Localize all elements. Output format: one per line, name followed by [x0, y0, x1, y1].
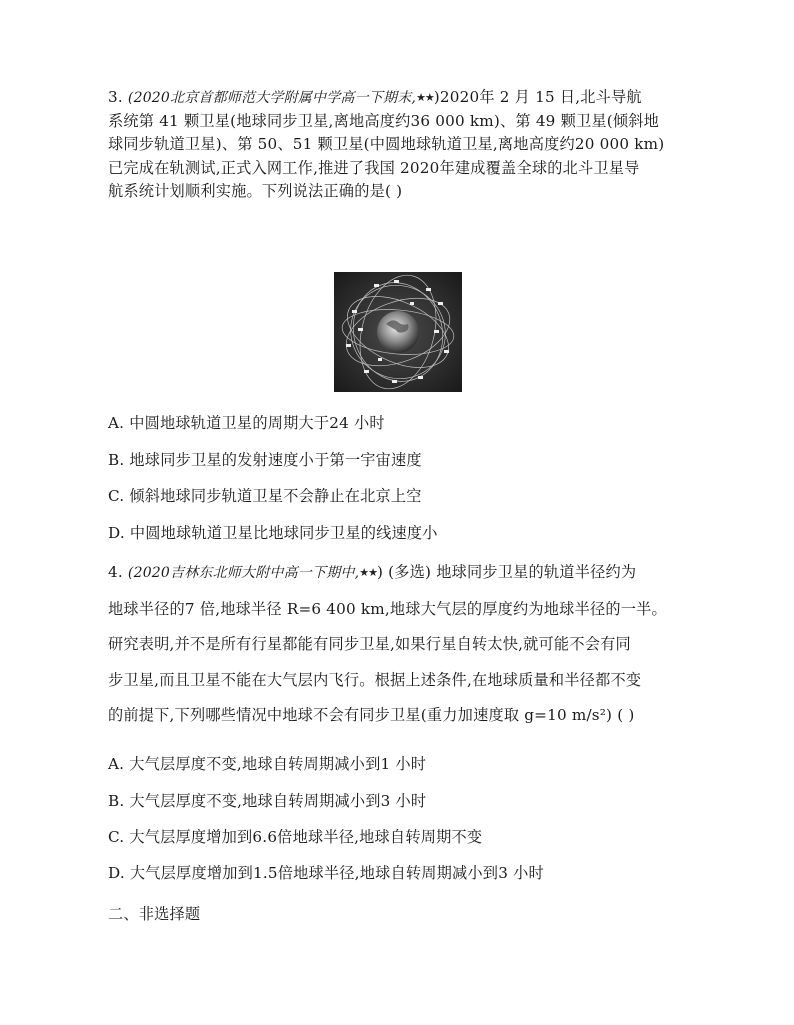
- question-4-number: 4.: [108, 563, 123, 581]
- question-4-text-line: 研究表明,并不是所有行星都能有同步卫星,如果行星自转太快,就可能不会有同: [108, 635, 631, 654]
- two-star-difficulty-icon: ★★: [359, 566, 377, 579]
- question-4-text-line: 的前提下,下列哪些情况中地球不会有同步卫星(重力加速度取 g=10 m/s²) ( ): [108, 706, 635, 725]
- question-4-option-c: C. 大气层厚度增加到6.6倍地球半径,地球自转周期不变: [108, 828, 483, 846]
- question-3-option-a: A. 中圆地球轨道卫星的周期大于24 小时: [108, 414, 385, 432]
- question-4-option-b: B. 大气层厚度不变,地球自转周期减小到3 小时: [108, 792, 427, 810]
- question-4-line-1: [108, 555, 688, 592]
- question-3-line-1: [108, 86, 688, 110]
- question-3-option-d: D. 中圆地球轨道卫星比地球同步卫星的线速度小: [108, 524, 438, 542]
- question-4-text-line: 步卫星,而且卫星不能在大气层内飞行。根据上述条件,在地球质量和半径都不变: [108, 670, 642, 689]
- question-3-source: (2020北京首都师范大学附属中学高一下期末,: [127, 90, 417, 106]
- question-3-text-line: 系统第 41 颗卫星(地球同步卫星,离地高度约36 000 km)、第 49 颗卫星(倾斜地: [108, 112, 660, 131]
- question-4-option-d: D. 大气层厚度增加到1.5倍地球半径,地球自转周期减小到3 小时: [108, 864, 544, 882]
- two-star-difficulty-icon: ★★: [416, 91, 434, 104]
- question-4-option-a: A. 大气层厚度不变,地球自转周期减小到1 小时: [108, 755, 427, 773]
- question-3-option-c: C. 倾斜地球同步轨道卫星不会静止在北京上空: [108, 487, 422, 505]
- question-3-text-line: 球同步轨道卫星)、第 50、51 颗卫星(中圆地球轨道卫星,离地高度约20 000 km): [108, 135, 665, 154]
- question-3-text-line: 已完成在轨测试,正式入网工作,推进了我国 2020年建成覆盖全球的北斗卫星导: [108, 158, 640, 177]
- section-heading: 二、非选择题: [108, 905, 201, 923]
- question-3-text-line: 航系统计划顺利实施。下列说法正确的是( ): [108, 181, 403, 200]
- question-3: [108, 86, 688, 203]
- question-3-number: 3.: [108, 88, 123, 106]
- question-4-text-line: 地球半径的7 倍,地球半径 R=6 400 km,地球大气层的厚度约为地球半径的一半。: [108, 599, 667, 618]
- question-4-text-line: ) (多选) 地球同步卫星的轨道半径约为: [377, 563, 637, 581]
- satellite-constellation-image: [334, 272, 462, 392]
- question-3-option-b: B. 地球同步卫星的发射速度小于第一宇宙速度: [108, 451, 422, 469]
- question-3-text-line: )2020年 2 月 15 日,北斗导航: [433, 88, 642, 106]
- question-4: [108, 555, 688, 734]
- satellite-constellation-illustration: [334, 272, 462, 392]
- question-4-source: (2020吉林东北师大附中高一下期中,: [127, 565, 360, 581]
